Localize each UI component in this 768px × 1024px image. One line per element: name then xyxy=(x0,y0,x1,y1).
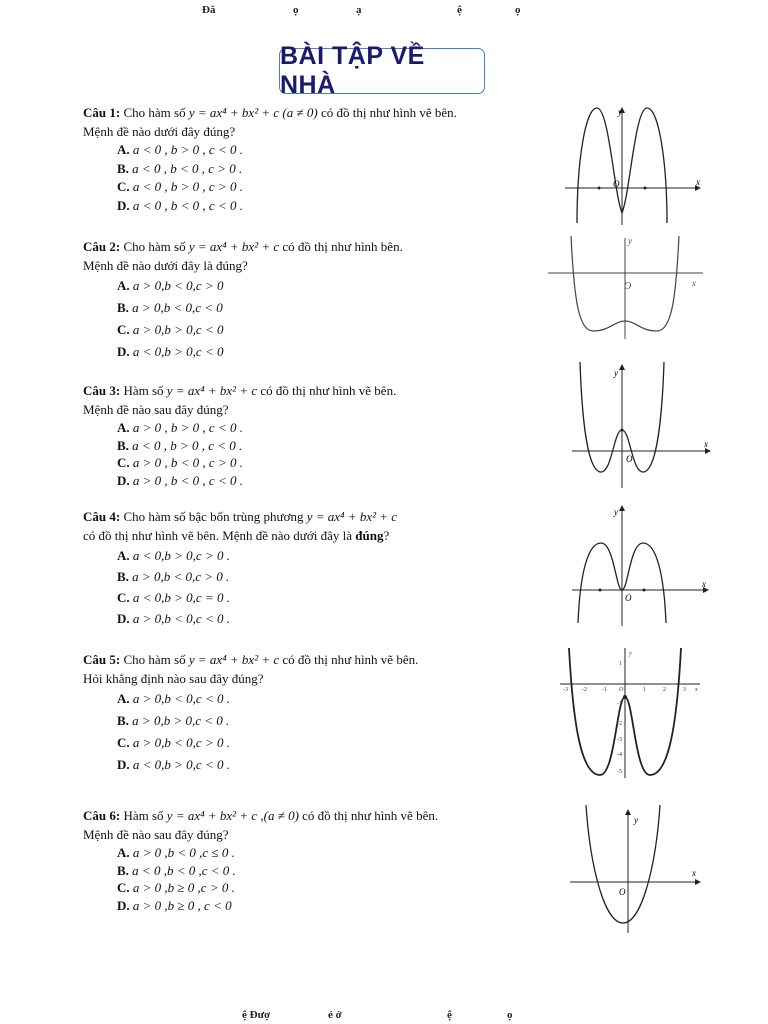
option-d[interactable]: D. a > 0,b < 0,c < 0 . xyxy=(117,611,230,626)
origin-label: O xyxy=(625,593,632,603)
origin-label: O xyxy=(619,887,626,897)
option-c[interactable]: C. a > 0 ,b ≥ 0 ,c > 0 . xyxy=(117,880,235,895)
y-tick-label: -1 xyxy=(617,701,622,707)
option-b[interactable]: B. a < 0 , b > 0 , c < 0 . xyxy=(117,437,243,453)
question-formula: y = ax⁴ + bx² + c xyxy=(166,383,258,398)
x-axis-label: x xyxy=(695,687,698,693)
question-text: Cho hàm số xyxy=(123,652,186,667)
question-1 xyxy=(83,103,538,215)
x-tick-label: -2 xyxy=(582,687,587,693)
question-text-tail: có đồ thị như hình bên. xyxy=(282,239,403,254)
y-tick-label: -3 xyxy=(617,737,622,743)
x-tick-label: -3 xyxy=(563,687,568,693)
option-d[interactable]: D. a < 0,b > 0,c < 0 xyxy=(117,344,224,359)
question-text: Hàm số xyxy=(123,808,164,823)
y-axis-label: y xyxy=(628,236,632,246)
option-c[interactable]: C. a > 0,b > 0,c < 0 xyxy=(117,322,224,337)
x-axis-label: x xyxy=(692,868,696,878)
graph-question-6 xyxy=(568,805,708,935)
header-fragment: ệ xyxy=(457,4,462,16)
origin-label: O xyxy=(613,179,620,189)
x-axis-label: x xyxy=(696,177,700,187)
footer-fragment: ẻ ở xyxy=(328,1009,342,1021)
option-c[interactable]: C. a > 0 , b < 0 , c > 0 . xyxy=(117,455,243,470)
page-title: BÀI TẬP VỀ NHÀ xyxy=(279,48,485,94)
origin-label: O xyxy=(624,281,632,292)
question-5 xyxy=(83,650,538,776)
footer-fragment: ọ xyxy=(507,1009,513,1021)
question-formula: y = ax⁴ + bx² + c xyxy=(188,652,280,667)
question-prompt: Mệnh đề nào dưới đây đúng? xyxy=(83,124,236,139)
x-tick-label: 2 xyxy=(663,687,666,693)
question-formula: y = ax⁴ + bx² + c xyxy=(188,239,280,254)
option-b[interactable]: B. a < 0 ,b < 0 ,c < 0 . xyxy=(117,862,236,878)
y-axis-label: y xyxy=(634,815,638,825)
option-a[interactable]: A. a < 0 , b > 0 , c < 0 . xyxy=(117,142,243,157)
y-axis-label: y xyxy=(614,507,618,517)
x-tick-label: 3 xyxy=(683,687,686,693)
page-header xyxy=(0,4,768,18)
option-a[interactable]: A. a < 0,b > 0,c > 0 . xyxy=(117,548,230,563)
y-tick-label: -4 xyxy=(617,752,622,758)
origin-label: O xyxy=(626,454,633,464)
question-prompt: Mệnh đề nào sau đây đúng? xyxy=(83,827,229,842)
y-axis-label: y xyxy=(629,651,632,657)
question-text-tail: có đồ thị như hình vẽ bên. xyxy=(302,808,439,823)
page-footer xyxy=(0,1009,768,1023)
y-tick-label: 1 xyxy=(619,661,622,667)
question-formula: y = ax⁴ + bx² + c (a ≠ 0) xyxy=(188,105,318,120)
question-6 xyxy=(83,806,538,914)
option-a[interactable]: A. a > 0 ,b < 0 ,c ≤ 0 . xyxy=(117,845,235,860)
option-c[interactable]: C. a < 0,b > 0,c = 0 . xyxy=(117,590,230,605)
option-a[interactable]: A. a > 0 , b > 0 , c < 0 . xyxy=(117,420,243,435)
x-tick-label: 1 xyxy=(643,687,646,693)
option-d[interactable]: D. a < 0,b > 0,c < 0 . xyxy=(117,757,230,772)
header-fragment: Đă xyxy=(202,4,216,16)
graph-question-4 xyxy=(570,503,715,628)
question-label: Câu 5: xyxy=(83,652,121,667)
origin-label: O xyxy=(619,687,624,693)
question-prompt: Mệnh đề nào sau đây đúng? xyxy=(83,402,229,417)
question-prompt: Mệnh đề nào dưới đây là đúng? xyxy=(83,258,248,273)
question-text-tail: có đồ thị như hình vẽ bên. xyxy=(260,383,397,398)
x-axis-label: x xyxy=(692,278,696,288)
question-label: Câu 4: xyxy=(83,509,121,524)
question-prompt: có đồ thị như hình vẽ bên. Mệnh đề nào dưới đây là xyxy=(83,528,352,543)
option-d[interactable]: D. a < 0 , b < 0 , c < 0 . xyxy=(117,197,243,213)
header-fragment: ọ xyxy=(293,4,299,16)
graph-question-2 xyxy=(548,236,708,341)
option-a[interactable]: A. a > 0,b < 0,c < 0 . xyxy=(117,691,230,706)
graph-question-3 xyxy=(570,362,715,490)
question-prompt-bold: đúng xyxy=(355,528,384,543)
x-tick-label: -1 xyxy=(602,687,607,693)
graph-question-5 xyxy=(555,643,705,783)
y-axis-label: y xyxy=(618,107,622,117)
option-b[interactable]: B. a < 0 , b < 0 , c > 0 . xyxy=(117,160,243,176)
option-d[interactable]: D. a > 0 , b < 0 , c < 0 . xyxy=(117,472,243,488)
x-axis-label: x xyxy=(704,439,708,449)
option-c[interactable]: C. a < 0 , b > 0 , c > 0 . xyxy=(117,179,243,194)
question-text-tail: có đồ thị như hình vẽ bên. xyxy=(320,105,457,120)
question-text: Cho hàm số xyxy=(123,239,186,254)
y-tick-label: -5 xyxy=(617,769,622,775)
header-fragment: ạ xyxy=(356,4,362,16)
question-text: Cho hàm số bậc bốn trùng phương xyxy=(123,509,304,524)
question-label: Câu 1: xyxy=(83,105,121,120)
question-formula: y = ax⁴ + bx² + c ,(a ≠ 0) xyxy=(166,808,299,823)
option-c[interactable]: C. a > 0,b < 0,c > 0 . xyxy=(117,735,230,750)
question-prompt-tail: ? xyxy=(383,528,390,543)
question-2 xyxy=(83,237,538,363)
header-fragment: ọ xyxy=(515,4,521,16)
question-4 xyxy=(83,507,538,629)
question-text: Hàm số xyxy=(123,383,164,398)
question-3 xyxy=(83,381,538,489)
option-d[interactable]: D. a > 0 ,b ≥ 0 , c < 0 xyxy=(117,897,232,913)
option-b[interactable]: B. a > 0,b < 0,c > 0 . xyxy=(117,569,230,584)
question-label: Câu 2: xyxy=(83,239,121,254)
x-axis-label: x xyxy=(702,579,706,589)
y-tick-label: -2 xyxy=(617,721,622,727)
question-text: Cho hàm số xyxy=(123,105,186,120)
y-axis-label: y xyxy=(614,368,618,378)
footer-fragment: ệ xyxy=(447,1009,452,1021)
question-text-tail: có đồ thị như hình vẽ bên. xyxy=(282,652,419,667)
question-label: Câu 3: xyxy=(83,383,121,398)
question-label: Câu 6: xyxy=(83,808,121,823)
option-b[interactable]: B. a > 0,b > 0,c < 0 . xyxy=(117,713,230,728)
question-prompt: Hỏi khẳng định nào sau đây đúng? xyxy=(83,671,264,686)
option-a[interactable]: A. a > 0,b < 0,c > 0 xyxy=(117,278,224,293)
option-b[interactable]: B. a > 0,b < 0,c < 0 xyxy=(117,300,223,315)
question-formula: y = ax⁴ + bx² + c xyxy=(306,509,398,524)
graph-question-1 xyxy=(560,103,710,228)
footer-fragment: ệ Đượ xyxy=(242,1009,271,1021)
